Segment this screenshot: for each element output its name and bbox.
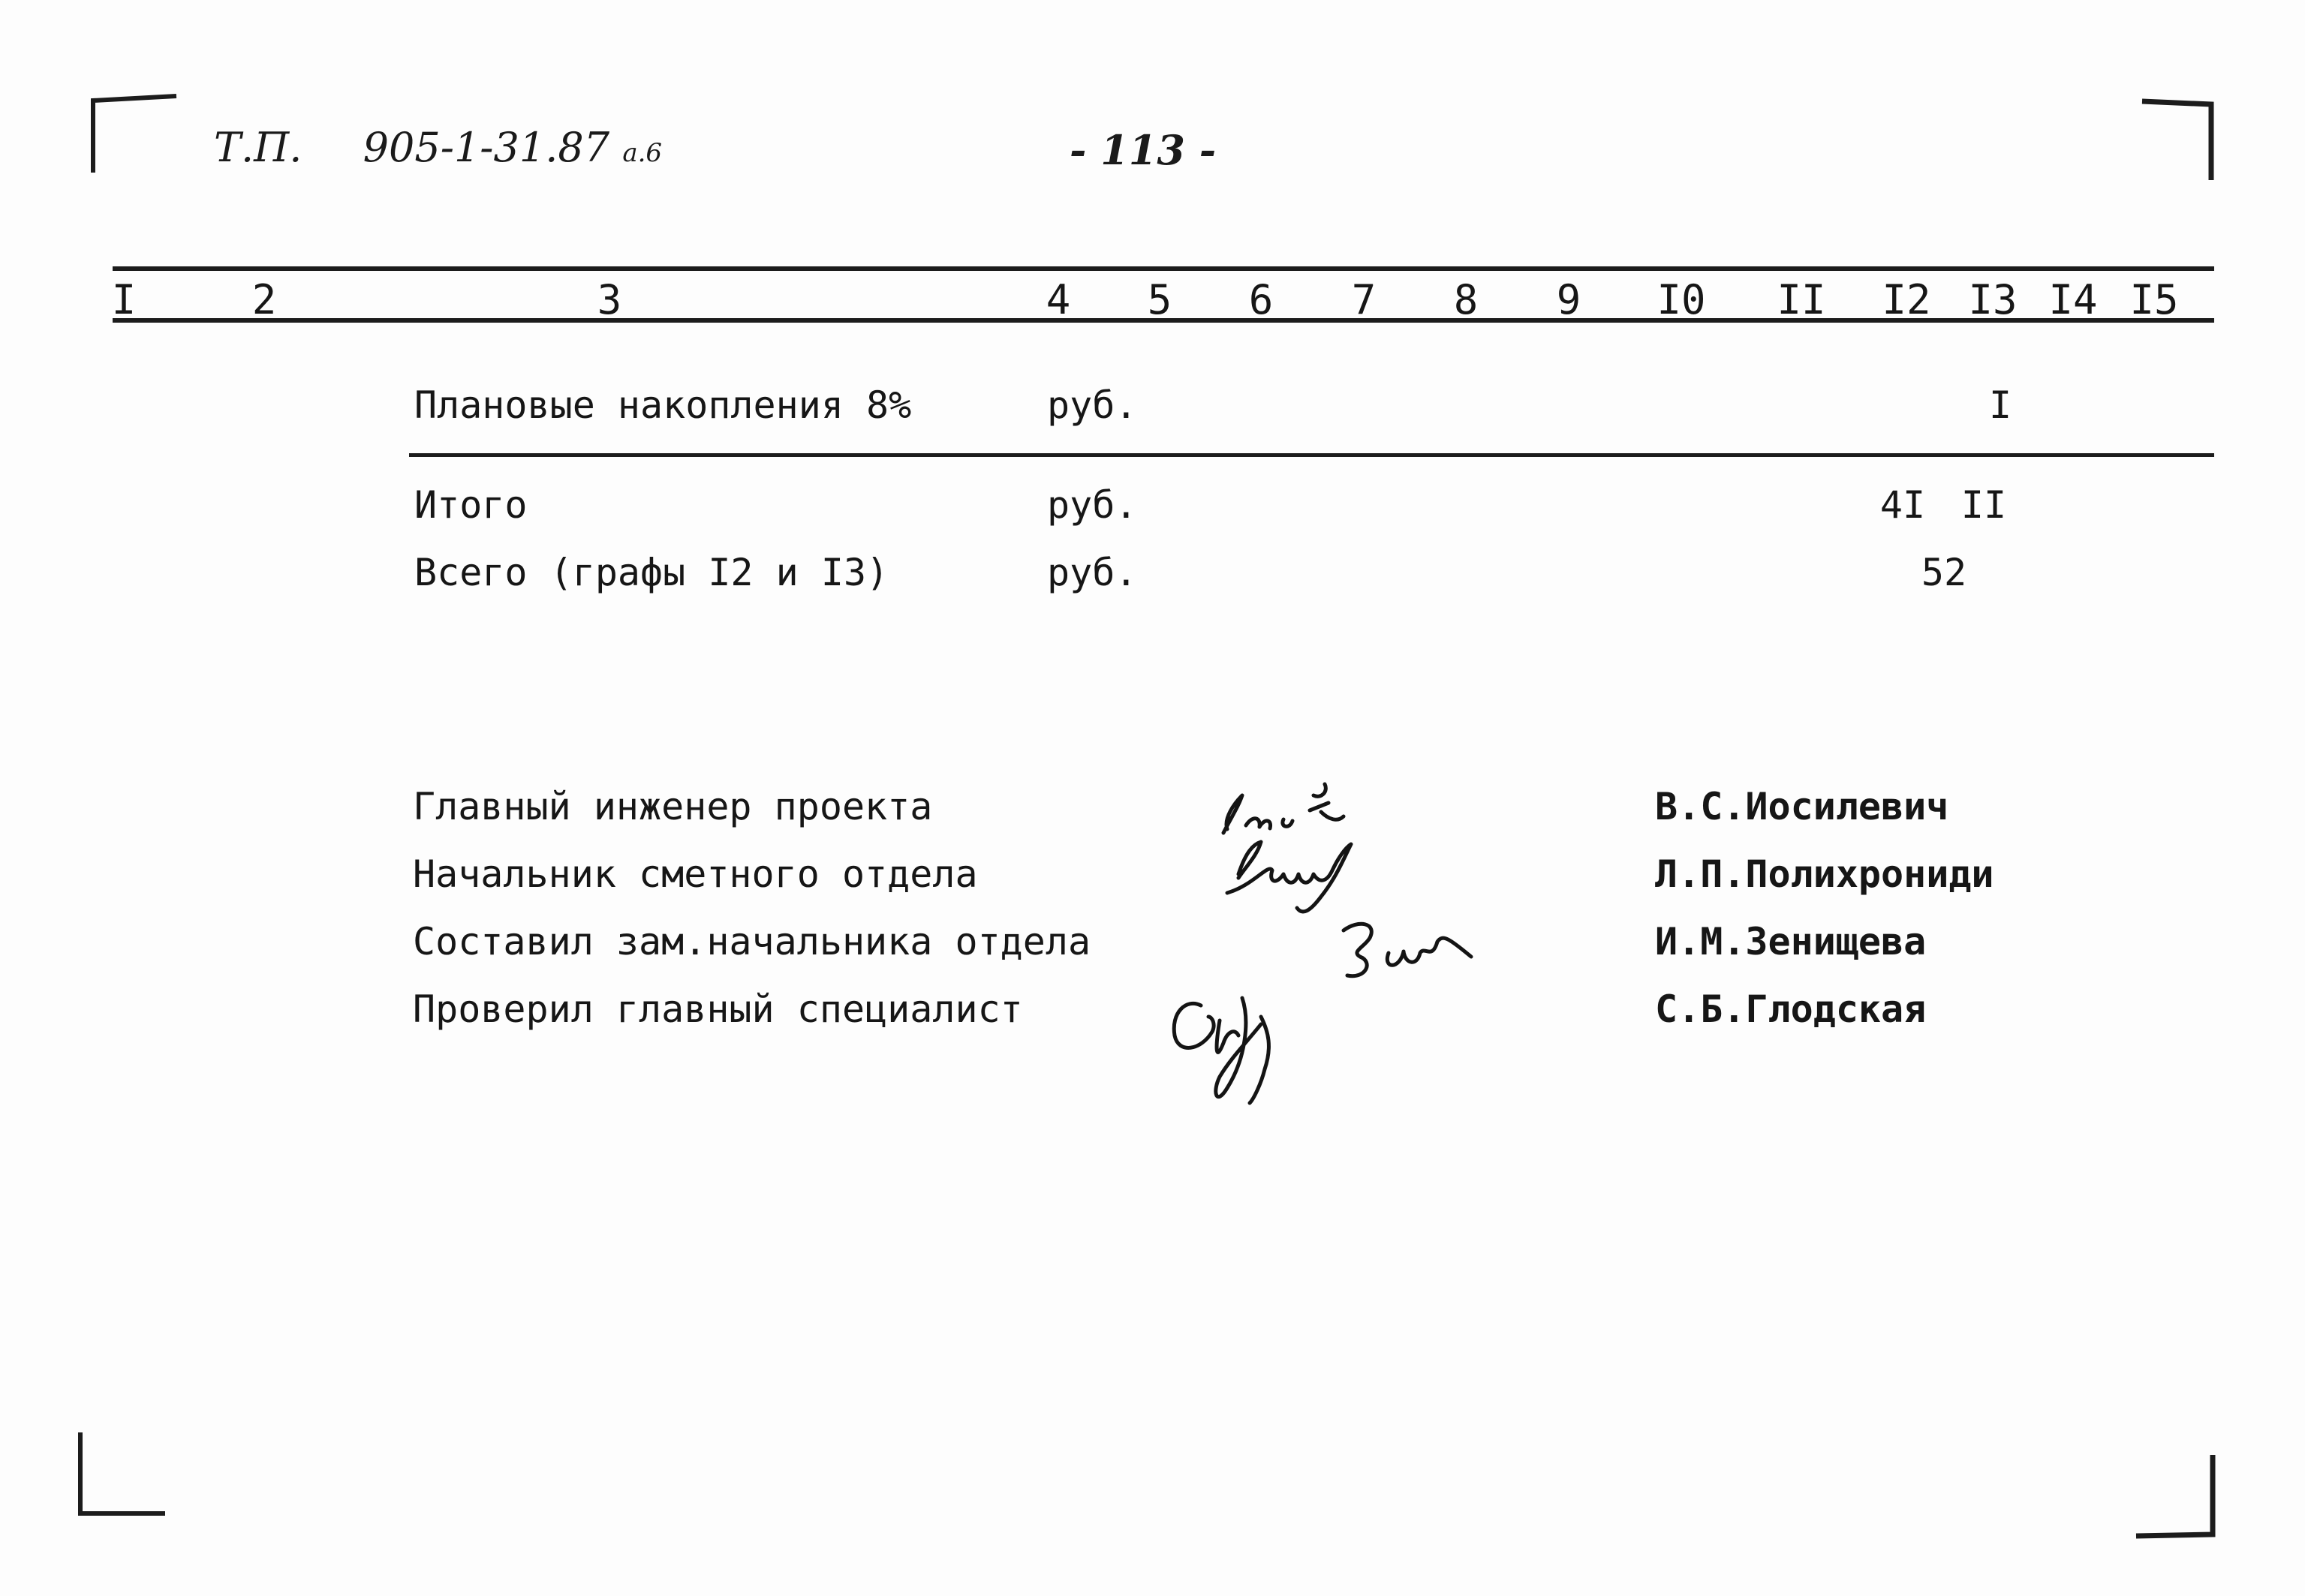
row-col13-value: II: [1960, 483, 2007, 527]
column-number: 7: [1351, 276, 1377, 323]
row-unit: руб.: [1047, 551, 1138, 594]
crop-mark-bottom-right: [2132, 1452, 2229, 1549]
row-unit: руб.: [1047, 483, 1138, 527]
row-name: Всего (графы I2 и I3): [414, 551, 889, 594]
crop-mark-top-left: [83, 90, 188, 180]
signatory-position: Проверил главный специалист: [413, 987, 1023, 1031]
signatory-name: С.Б.Глодская: [1655, 987, 1927, 1031]
column-number: I0: [1657, 276, 1706, 323]
signatory-position: Начальник сметного отдела: [413, 852, 978, 896]
signatory-position: Главный инженер проекта: [413, 785, 933, 828]
column-number: 9: [1556, 276, 1581, 323]
row-total-value: 52: [1921, 551, 1967, 594]
crop-mark-top-right: [2139, 94, 2222, 184]
signatory-name: Л.П.Полихрониди: [1655, 852, 1994, 896]
column-number: I4: [2048, 276, 2098, 323]
signatory-position: Составил зам.начальника отдела: [413, 920, 1091, 963]
column-number: 5: [1147, 276, 1172, 323]
column-number: 3: [597, 276, 622, 323]
table-top-rule: [113, 266, 2214, 271]
signatory-name: В.С.Иосилевич: [1655, 785, 1949, 828]
page-number: - 113 -: [1070, 126, 1217, 174]
code-number: 905-1-31.87: [363, 124, 610, 171]
column-number: I: [111, 276, 137, 323]
signatory-name: И.М.Зенищева: [1655, 920, 1927, 963]
column-number: 4: [1046, 276, 1071, 323]
document-code: [214, 124, 662, 171]
handwritten-signatures-image: [1141, 773, 1531, 1118]
subtotal-rule: [409, 453, 2214, 457]
row-col13-value: I: [1988, 383, 2012, 427]
row-unit: руб.: [1047, 383, 1138, 427]
code-suffix: а.6: [622, 138, 663, 168]
column-number: II: [1777, 276, 1826, 323]
column-number: I5: [2129, 276, 2179, 323]
column-number: I2: [1882, 276, 1931, 323]
crop-mark-bottom-left: [71, 1429, 176, 1527]
row-name: Итого: [414, 483, 528, 527]
row-col12-value: 4I: [1879, 483, 1926, 527]
column-number: 8: [1453, 276, 1479, 323]
column-number: 2: [251, 276, 277, 323]
column-number: I3: [1968, 276, 2018, 323]
row-name: Плановые накопления 8%: [414, 383, 912, 427]
code-prefix: Т.П.: [214, 124, 302, 171]
column-number: 6: [1248, 276, 1274, 323]
